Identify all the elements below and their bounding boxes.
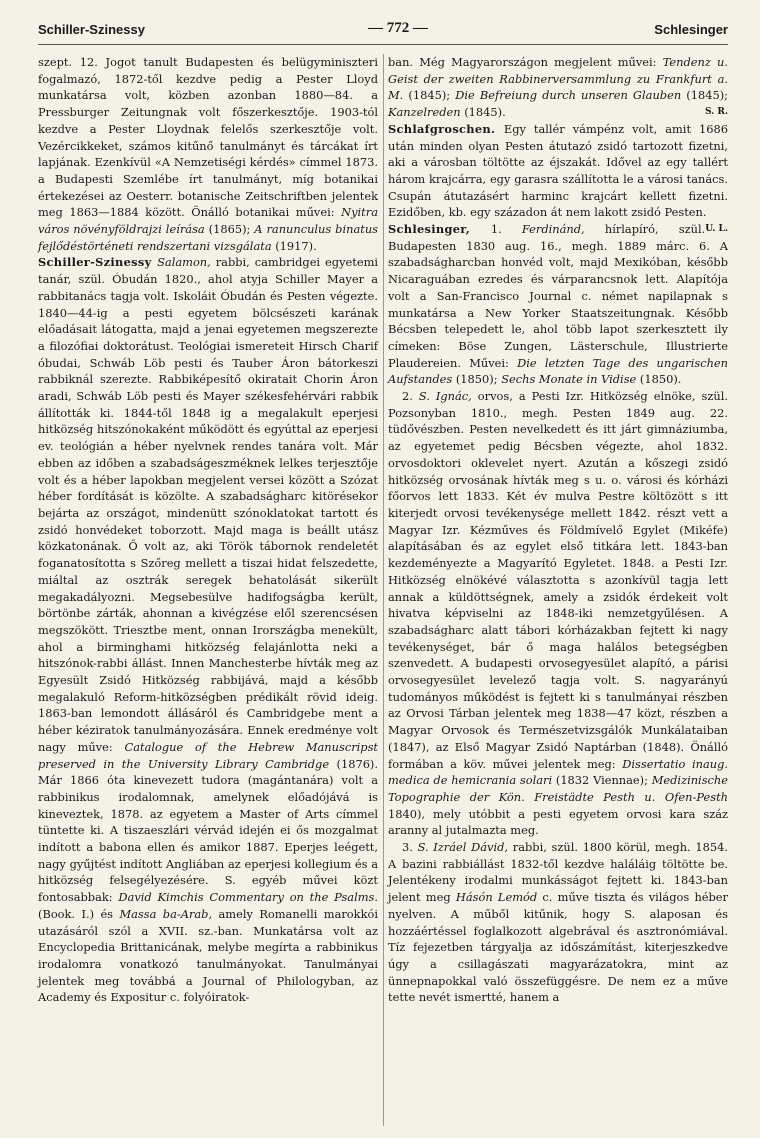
italic-text: Tendenz u. Geist der zweiten Rabbinerversammlung zu Frankfurt a. M. bbox=[388, 55, 728, 103]
italic-text: Nyitra város növényföldrajzi leírása bbox=[38, 205, 378, 237]
article-paragraph bbox=[388, 221, 728, 388]
article-paragraph bbox=[38, 254, 378, 1006]
entry-headword: Schlesinger, bbox=[388, 222, 491, 237]
italic-text: Kanzelreden bbox=[388, 105, 461, 120]
header-right-keyword: Schlesinger bbox=[654, 22, 728, 37]
right-column bbox=[388, 54, 728, 1006]
page-number: — 772 — bbox=[368, 20, 428, 36]
italic-text: Catalogue of the Hebrew Manuscripst preserved in the University Library Cambridge bbox=[38, 739, 379, 771]
body-text: (1845); bbox=[403, 88, 456, 103]
body-text: 1840), mely utóbbit a pesti egyetem orvosi kara száz aranny al jutalmazta meg. bbox=[388, 806, 728, 838]
body-text: 3. bbox=[402, 840, 418, 855]
author-signature: S. R. bbox=[704, 107, 728, 118]
header-left-keyword: Schiller-Szinessy bbox=[38, 22, 145, 37]
body-text: (1917). bbox=[271, 238, 317, 253]
italic-text: Dissertatio inaug. medica de hemicrania solari bbox=[388, 756, 728, 788]
column-divider bbox=[383, 54, 384, 1126]
italic-text: S. Izráel Dávid, bbox=[417, 840, 509, 855]
body-text: (1845). bbox=[460, 105, 506, 120]
body-text: Egy tallér vámpénz volt, amit 1686 után minden olyan Pesten átutazó zsidó tartozott fizetni, aki a városban töltötte az éjszakát. Idővel az egy tallért három krajcárra, egy garasra szállította le a városi tanács. Csupán átutazásért harminc krajcárt kellett fizetni. Ezidőben, kb. egy századon át nem lakott zsidó Pesten. bbox=[388, 121, 728, 220]
body-text: (1832 Viennae); bbox=[552, 773, 652, 788]
body-text: 2. bbox=[402, 389, 419, 404]
left-column bbox=[38, 54, 378, 1006]
article-paragraph bbox=[38, 54, 378, 254]
italic-text: Ferdinánd, bbox=[521, 222, 585, 237]
italic-text: Hásón Lemód bbox=[455, 890, 538, 905]
italic-text: Die Befreiung durch unseren Glauben bbox=[455, 88, 682, 103]
body-text: (1850). bbox=[636, 372, 682, 387]
body-text: (1876). Már 1866 óta kinevezett tudora (magántanára) volt a rabbinikus irodalomnak, amelynek előadójává is kineveztek, 1878. az egyetem a Master of Arts címmel tüntette ki. A tiszaeszlári vérvád idején ei ős mozgalmat indított a babona ellen és amikor 1887. Eperjes leégett, nagy gyűjtést indított Angliában az eperjesi kollegium és a hitközség felsegélyezésére. S. egyéb művei közt fontosabbak: bbox=[38, 756, 379, 905]
italic-text: David Kimchis Commentary on the Psalms. bbox=[118, 890, 379, 905]
entry-headword: Schlafgroschen. bbox=[388, 121, 504, 136]
article-paragraph bbox=[388, 388, 728, 839]
body-text: hírlapíró, szül. Budapesten 1830 aug. 16., megh. 1889 márc. 6. A szabadságharcban honvéd volt, majd Mexikóban, később Nicaraguában ezredes és várparancsnok lett. Alapítója volt a San-Francisco Journal c. német napilapnak s munkatársa a New Yorker Staatszeitungnak. Később Bécsben telepedett le, ahol több lapot szerkesztett ily címeken: Böse Zungen, Lästerschule, Illustrierte Plaudereien. Művei: bbox=[388, 222, 728, 370]
article-paragraph bbox=[388, 839, 728, 1006]
running-header bbox=[38, 20, 728, 40]
italic-text: A ranunculus binatus fejlődéstörténeti rendszertani vizsgálata bbox=[38, 222, 378, 253]
body-text: orvos, a Pesti Izr. Hitközség elnöke, szül. Pozsonyban 1810., megh. Pesten 1849 aug. 22. tüdővészben. Pesten nevelkedett és itt járt gimnáziumba, az egyetemet pedig Bécsben végezte, ahol 1832. orvosdoktori oklevelet nyert. Azután a kőszegi zsidó hitközség orvosának hívták meg s u. o. városi és kórházi főorvos lett 1833. Két év mulva Pestre költözött s itt kiterjedt orvosi tevékenysége mellett 1842. részt vett a Magyar Izr. Kézműves és Földmívelő Egylet (Mikéfe) alapításában és az egylet első titkára lett. 1843-ban kezdeményezte a Magyarító Egyletet. 1848. a Pesti Izr. Hitközség elnökévé választotta s azonkívül tagja lett annak a küldöttségnek, amely a zsidók érdekeit volt hivatva képviselni az 1848-iki nemzetgyűlésen. A szabadságharc alatt tábori kórházakban fejtett ki nagy tevékenységet, bár ő maga halálos betegségben szenvedett. A budapesti orvosegyesület alapító, a párisi orvosegyesület levelező tagja volt. S. nagyarányú tudományos működést is fejtett ki s tanulmányai részben az Orvosi Tárban jelentek meg 1838—47 közt, részben a Magyar Orvosok és Természetvizsgálók Munkálataiban (1847), az Első Magyar Zsidó Naptárban (1848). Önálló formában a köv. művei jelentek meg: bbox=[388, 389, 728, 771]
italic-text: Salamon, bbox=[157, 255, 211, 270]
italic-text: Sechs Monate in Vidise bbox=[501, 372, 637, 387]
italic-text: Die letzten Tage des ungarischen Aufstandes bbox=[388, 355, 728, 387]
italic-text: Medizinische Topographie der Kön. Freistädte Pesth u. Ofen-Pesth bbox=[388, 773, 728, 804]
body-text: c. műve tiszta és világos héber nyelven. A műből kitűnik, hogy S. alaposan és hozzáértéssel foglalkozott algebrával és asztronómiával. Tíz fejezetben tárgyalja az időszámítást, kiterjeszkedve úgy a csillagászati magyarázatokra, mint az ünnepnapokkal való összefüggésre. De nem ez a műve tette nevét ismertté, hanem a bbox=[388, 890, 728, 1005]
body-text: ban. Még Magyarországon megjelent művei: bbox=[388, 55, 663, 69]
body-text: 1. bbox=[490, 222, 522, 237]
body-text: (1865); bbox=[204, 222, 255, 237]
entry-headword: Schiller-Szinessy bbox=[38, 255, 158, 270]
author-signature: U. L. bbox=[705, 224, 728, 235]
article-paragraph bbox=[388, 54, 728, 121]
italic-text: S. Ignác, bbox=[418, 389, 472, 404]
body-text: rabbi, cambridgei egyetemi tanár, szül. Óbudán 1820., ahol atyja Schiller Mayer a rabbitanács tagja volt. Iskoláit Óbudán és Pesten végezte. 1840—44-ig a pesti egyetem bölcsészeti karának előadásait látogatta, majd a jenai egyetemen megszerezte a filozófiai doktorátust. Teológiai ismereteit Hirsch Charif óbudai, Schwáb Löb pesti és Tauber Áron bátorkeszi rabbiknál szerezte. Rabbiképesítő okiratait Chorin Áron aradi, Schwáb Löb pesti és Mayer székesfehérvári rabbik állították ki. 1844-től 1848 ig a megalakult eperjesi hitközség hitszónokaként működött és egyúttal az eperjesi ev. teológián a héber nyelvnek rendes tanára volt. Már ebben az időben a szabadságeszméknek lelkes terjesztője volt és a héber lapokban megjelent versei között a Szózat héber fordítását is közölte. A szabadságharc kitörésekor bejárta az országot, mindenütt szónoklatokat tartott és zsidó honvédeket toborzott. Majd maga is beállt utász közkatonának. Ő volt az, aki Török tábornok rendeletét foganatosította s Szőreg mellett a tiszai hidat felszedette, miáltal az osztrák seregek behatolását sikerült megakadályozni. Megsebesülve hadifogságba került, börtönbe zárták, ahonnan a kivégzése elől szerencsésen megszökött. Triesztbe ment, onnan Irországba menekült, ahol a birminghami hitközség felajánlotta neki a hitszónok-rabbi állást. Innen Manchesterbe hívták meg az Egyesült Zsidó Hitközség rabbijává, majd a később megalakuló Reform-hitközségben prédikált rövid ideig. 1863-ban lemondott állásáról és Cambridgebe ment a héber kéziratok tanulmányozására. Ennek eredménye volt nagy műve: bbox=[38, 255, 379, 754]
body-text: rabbi, szül. 1800 körül, megh. 1854. A bazini rabbiállást 1832-től kezdve haláláig töltötte be. Jelentékeny irodalmi munkásságot fejtett ki. 1843-ban jelent meg bbox=[388, 840, 728, 905]
header-rule bbox=[38, 44, 728, 45]
body-text: (1845); bbox=[681, 88, 728, 103]
body-text: szept. 12. Jogot tanult Budapesten és belügyminiszteri fogalmazó, 1872-től kezdve pedig a Pester Lloyd munkatársa volt, közben azonban 1880—84. a Pressburger Zeitungnak volt főszerkesztője. 1903-tól kezdve a Pester Lloydnak felelős szerkesztője volt. Vezércikkeket, számos kitűnő tanulmányt és tárcákat írt lapjának. Ezenkívül «A Nemzetiségi kérdés» címmel 1873. a Budapesti Szemlébe írt tanulmányt, míg botanikai értekezései az Oesterr. botanische Zeitschriftben jelentek meg 1863—1884 között. Önálló botanikai művei: bbox=[38, 55, 378, 220]
body-text: amely Romanelli marokkói utazásáról szól a XVII. sz.-ban. Munkatársa volt az Encyclopedia Brittanicának, melybe megírta a rabbinikus irodalomra vonatkozó tanulmányokat. Tanulmányai jelentek meg továbbá a Journal of Philologyban, az Academy és Expositur c. folyóiratok- bbox=[38, 906, 378, 1005]
body-text: (Book. I.) és bbox=[38, 906, 120, 921]
body-text: (1850); bbox=[452, 372, 502, 387]
italic-text: Massa ba-Arab, bbox=[119, 906, 213, 921]
